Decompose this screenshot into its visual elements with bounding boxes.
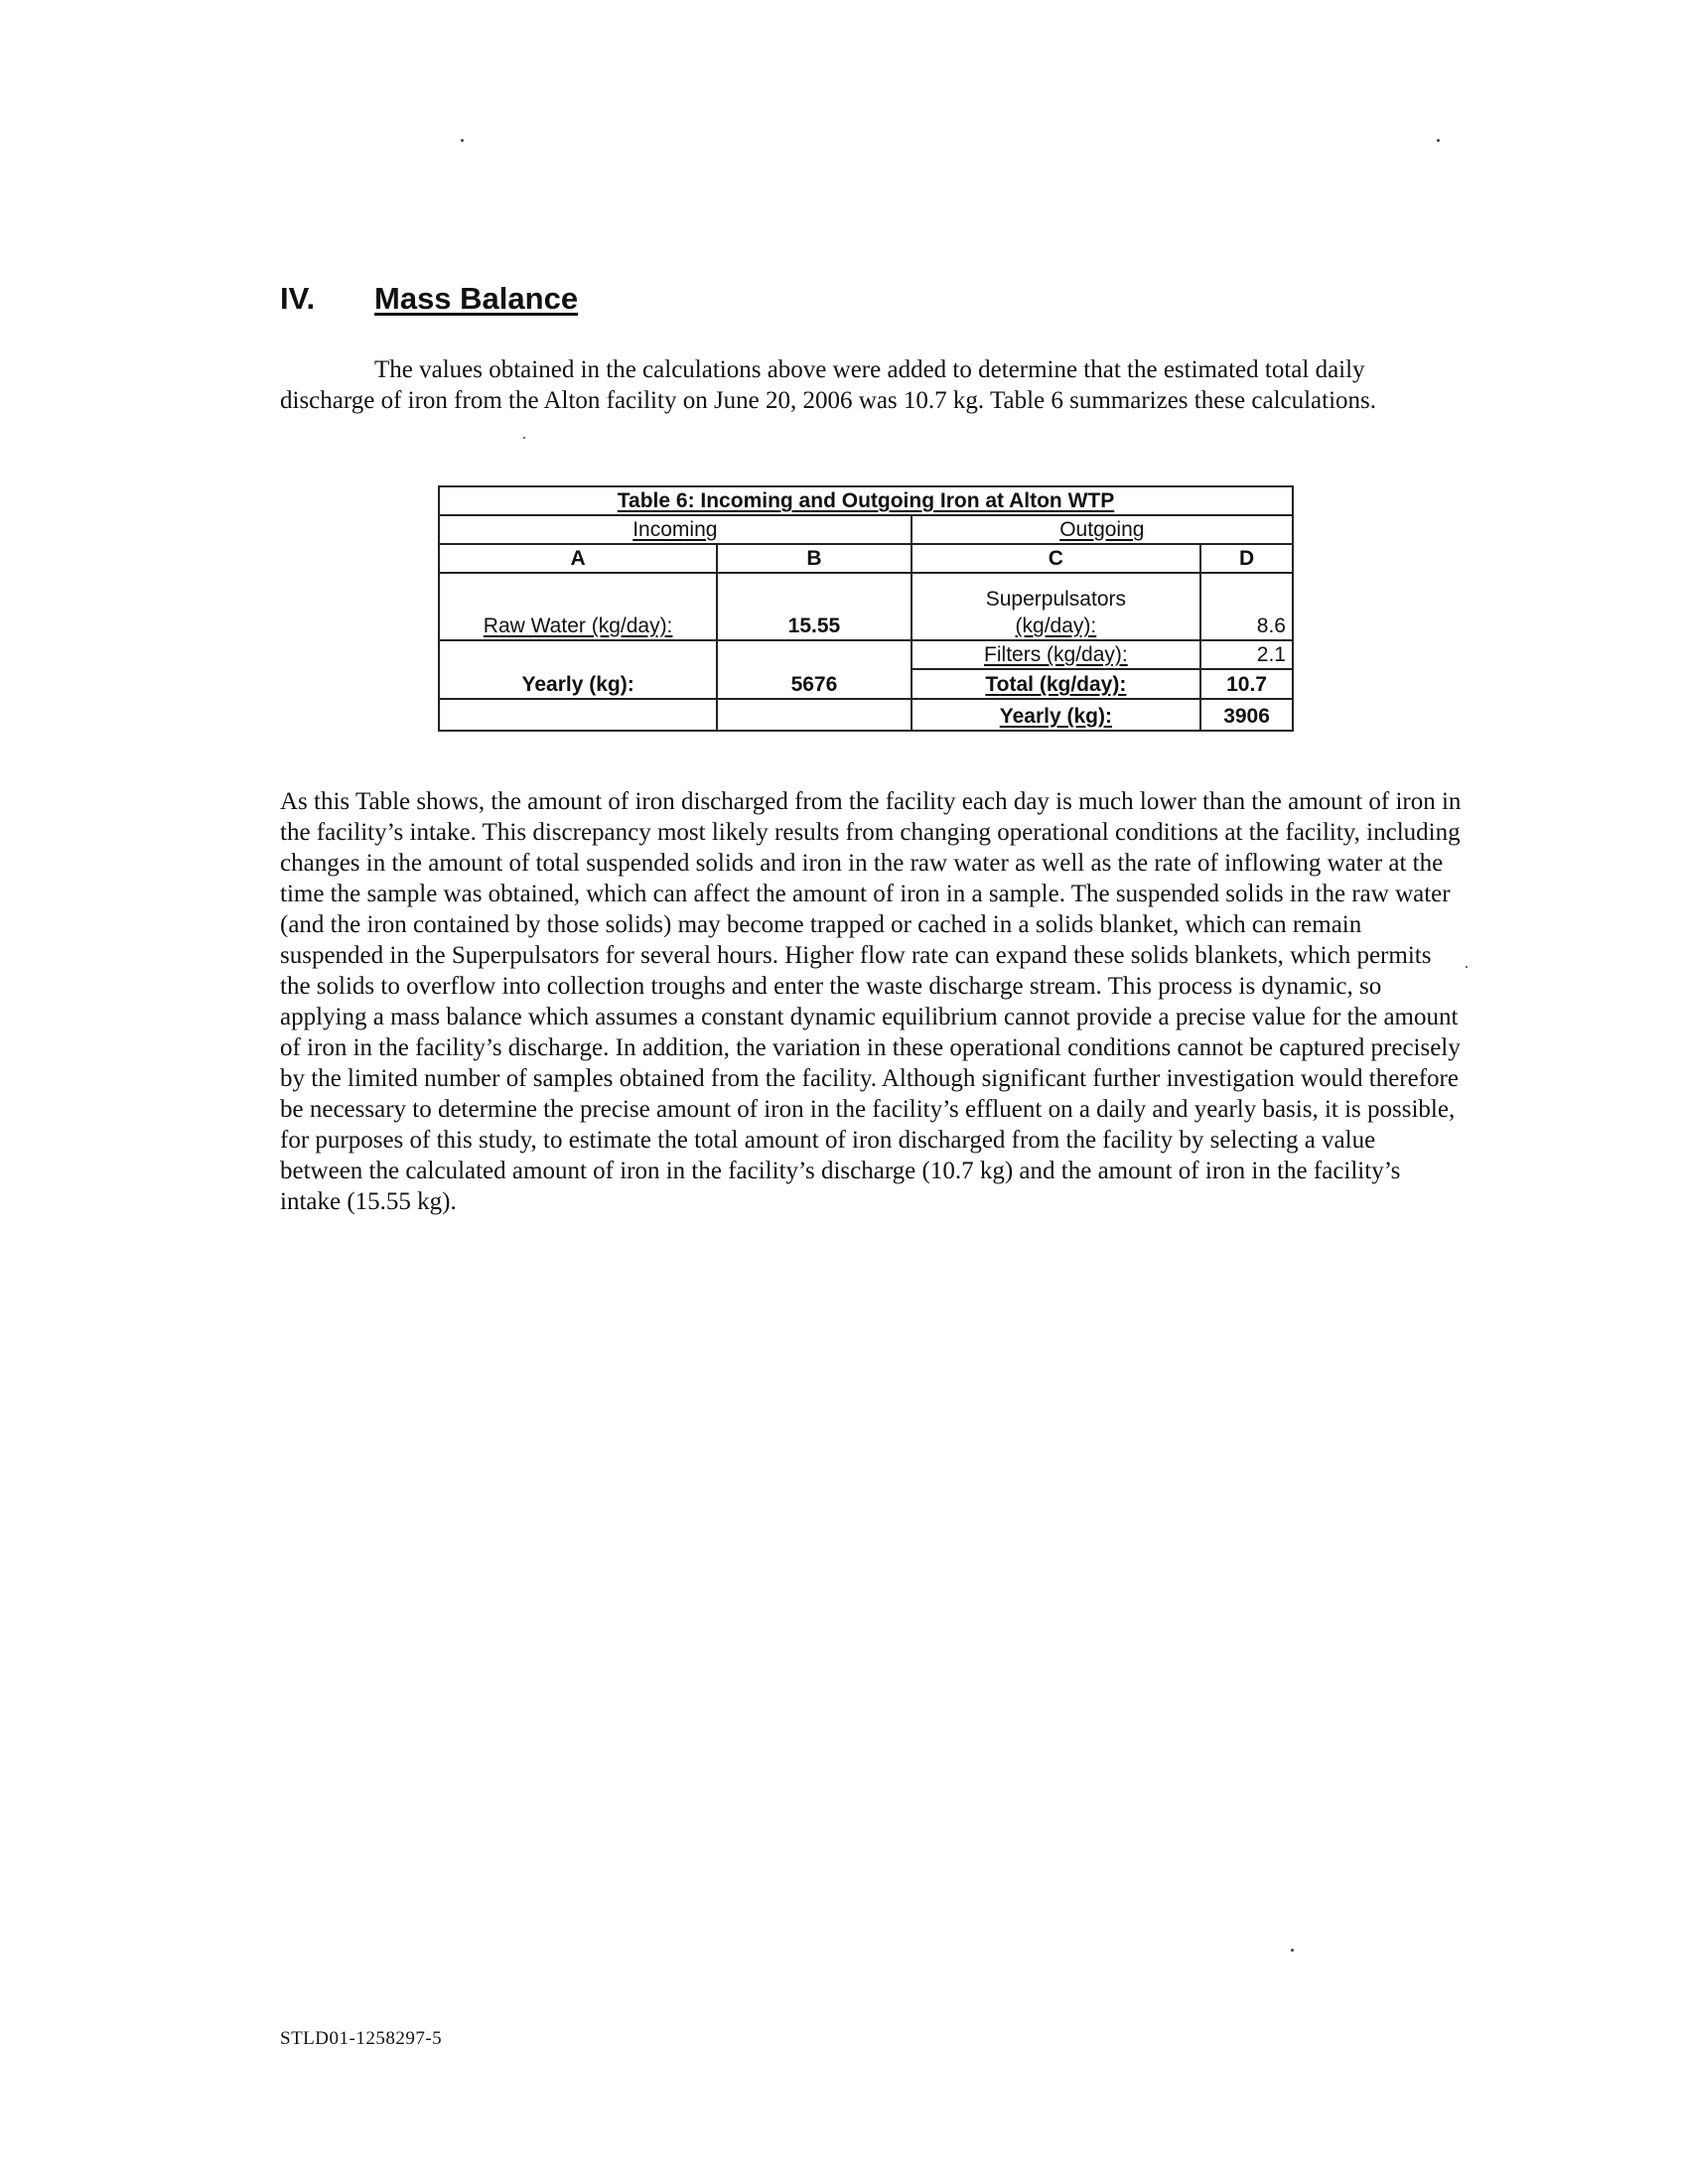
body-paragraph: As this Table shows, the amount of iron discharged from the facility each day is much lower than the amount of iron in the facility’s intake. This discrepancy most likely results from changing operational conditions at the facility, including changes in the amount of total suspended solids and iron in the raw water as well as the rate of inflowing water at the time the sample was obtained, which can affect the amount of iron in a sample. The suspended solids in the raw water (and the iron contained by those solids) may become trapped or cached in a solids blanket, which can remain suspended in the Superpulsators for several hours. Higher flow rate can expand these solids blankets, which permits the solids to overflow into collection troughs and enter the waste discharge stream. This process is dynamic, so applying a mass balance which assumes a constant dynamic equilibrium cannot provide a precise value for the amount of iron in the facility’s discharge. In addition, the variation in these operational conditions cannot be captured precisely by the limited number of samples obtained from the facility. Although significant further investigation would therefore be necessary to determine the precise amount of iron in the facility’s effluent on a daily and yearly basis, it is possible, for purposes of this study, to estimate the total amount of iron discharged from the facility by selecting a value between the calculated amount of iron in the facility’s discharge (10.7 kg) and the amount of iron in the facility’s intake (15.55 kg). — [280, 788, 1462, 1215]
filters-label: Filters (kg/day): — [912, 640, 1200, 669]
column-a-header: A — [439, 544, 717, 573]
group-outgoing: Outgoing — [912, 515, 1293, 544]
raw-water-value: 15.55 — [717, 573, 911, 640]
table-column-letters-row — [439, 544, 1293, 573]
superpulsators-value: 8.6 — [1200, 573, 1293, 640]
incoming-yearly-label: Yearly (kg): — [439, 640, 717, 699]
intro-paragraph: The values obtained in the calculations above were added to determine that the estimated total daily discharge of iron from the Alton facility on June 20, 2006 was 10.7 kg. Table 6 summarizes these calculations. — [280, 356, 1377, 414]
group-incoming: Incoming — [439, 515, 912, 544]
raw-water-label: Raw Water (kg/day): — [439, 573, 717, 640]
filters-value: 2.1 — [1200, 640, 1293, 669]
total-label: Total (kg/day): — [912, 669, 1200, 699]
empty-cell — [717, 699, 911, 731]
outgoing-yearly-label: Yearly (kg): — [912, 699, 1200, 731]
scan-speck — [461, 139, 464, 142]
table-group-row — [439, 515, 1293, 544]
scan-speck — [523, 437, 525, 439]
column-b-header: B — [717, 544, 911, 573]
section-heading — [280, 280, 578, 318]
scan-speck — [1291, 1949, 1294, 1952]
table-title-row — [439, 486, 1293, 515]
column-c-header: C — [912, 544, 1200, 573]
iron-balance-table — [438, 485, 1294, 732]
table-row — [439, 573, 1293, 640]
document-id-footer: STLD01-1258297-5 — [280, 2028, 443, 2049]
scan-speck — [1437, 139, 1440, 142]
outgoing-yearly-value: 3906 — [1200, 699, 1293, 731]
column-d-header: D — [1200, 544, 1293, 573]
scan-speck — [1466, 966, 1468, 968]
table-row — [439, 640, 1293, 669]
section-number: IV. — [280, 281, 316, 316]
section-title: Mass Balance — [374, 281, 579, 316]
superpulsators-label — [912, 573, 1200, 640]
superpulsators-label-line2: (kg/day): — [1015, 614, 1097, 637]
incoming-yearly-value: 5676 — [717, 640, 911, 699]
total-value: 10.7 — [1200, 669, 1293, 699]
table-row — [439, 699, 1293, 731]
empty-cell — [439, 699, 717, 731]
table-title: Table 6: Incoming and Outgoing Iron at Alton WTP — [439, 486, 1293, 515]
superpulsators-label-line1: Superpulsators — [985, 588, 1126, 611]
